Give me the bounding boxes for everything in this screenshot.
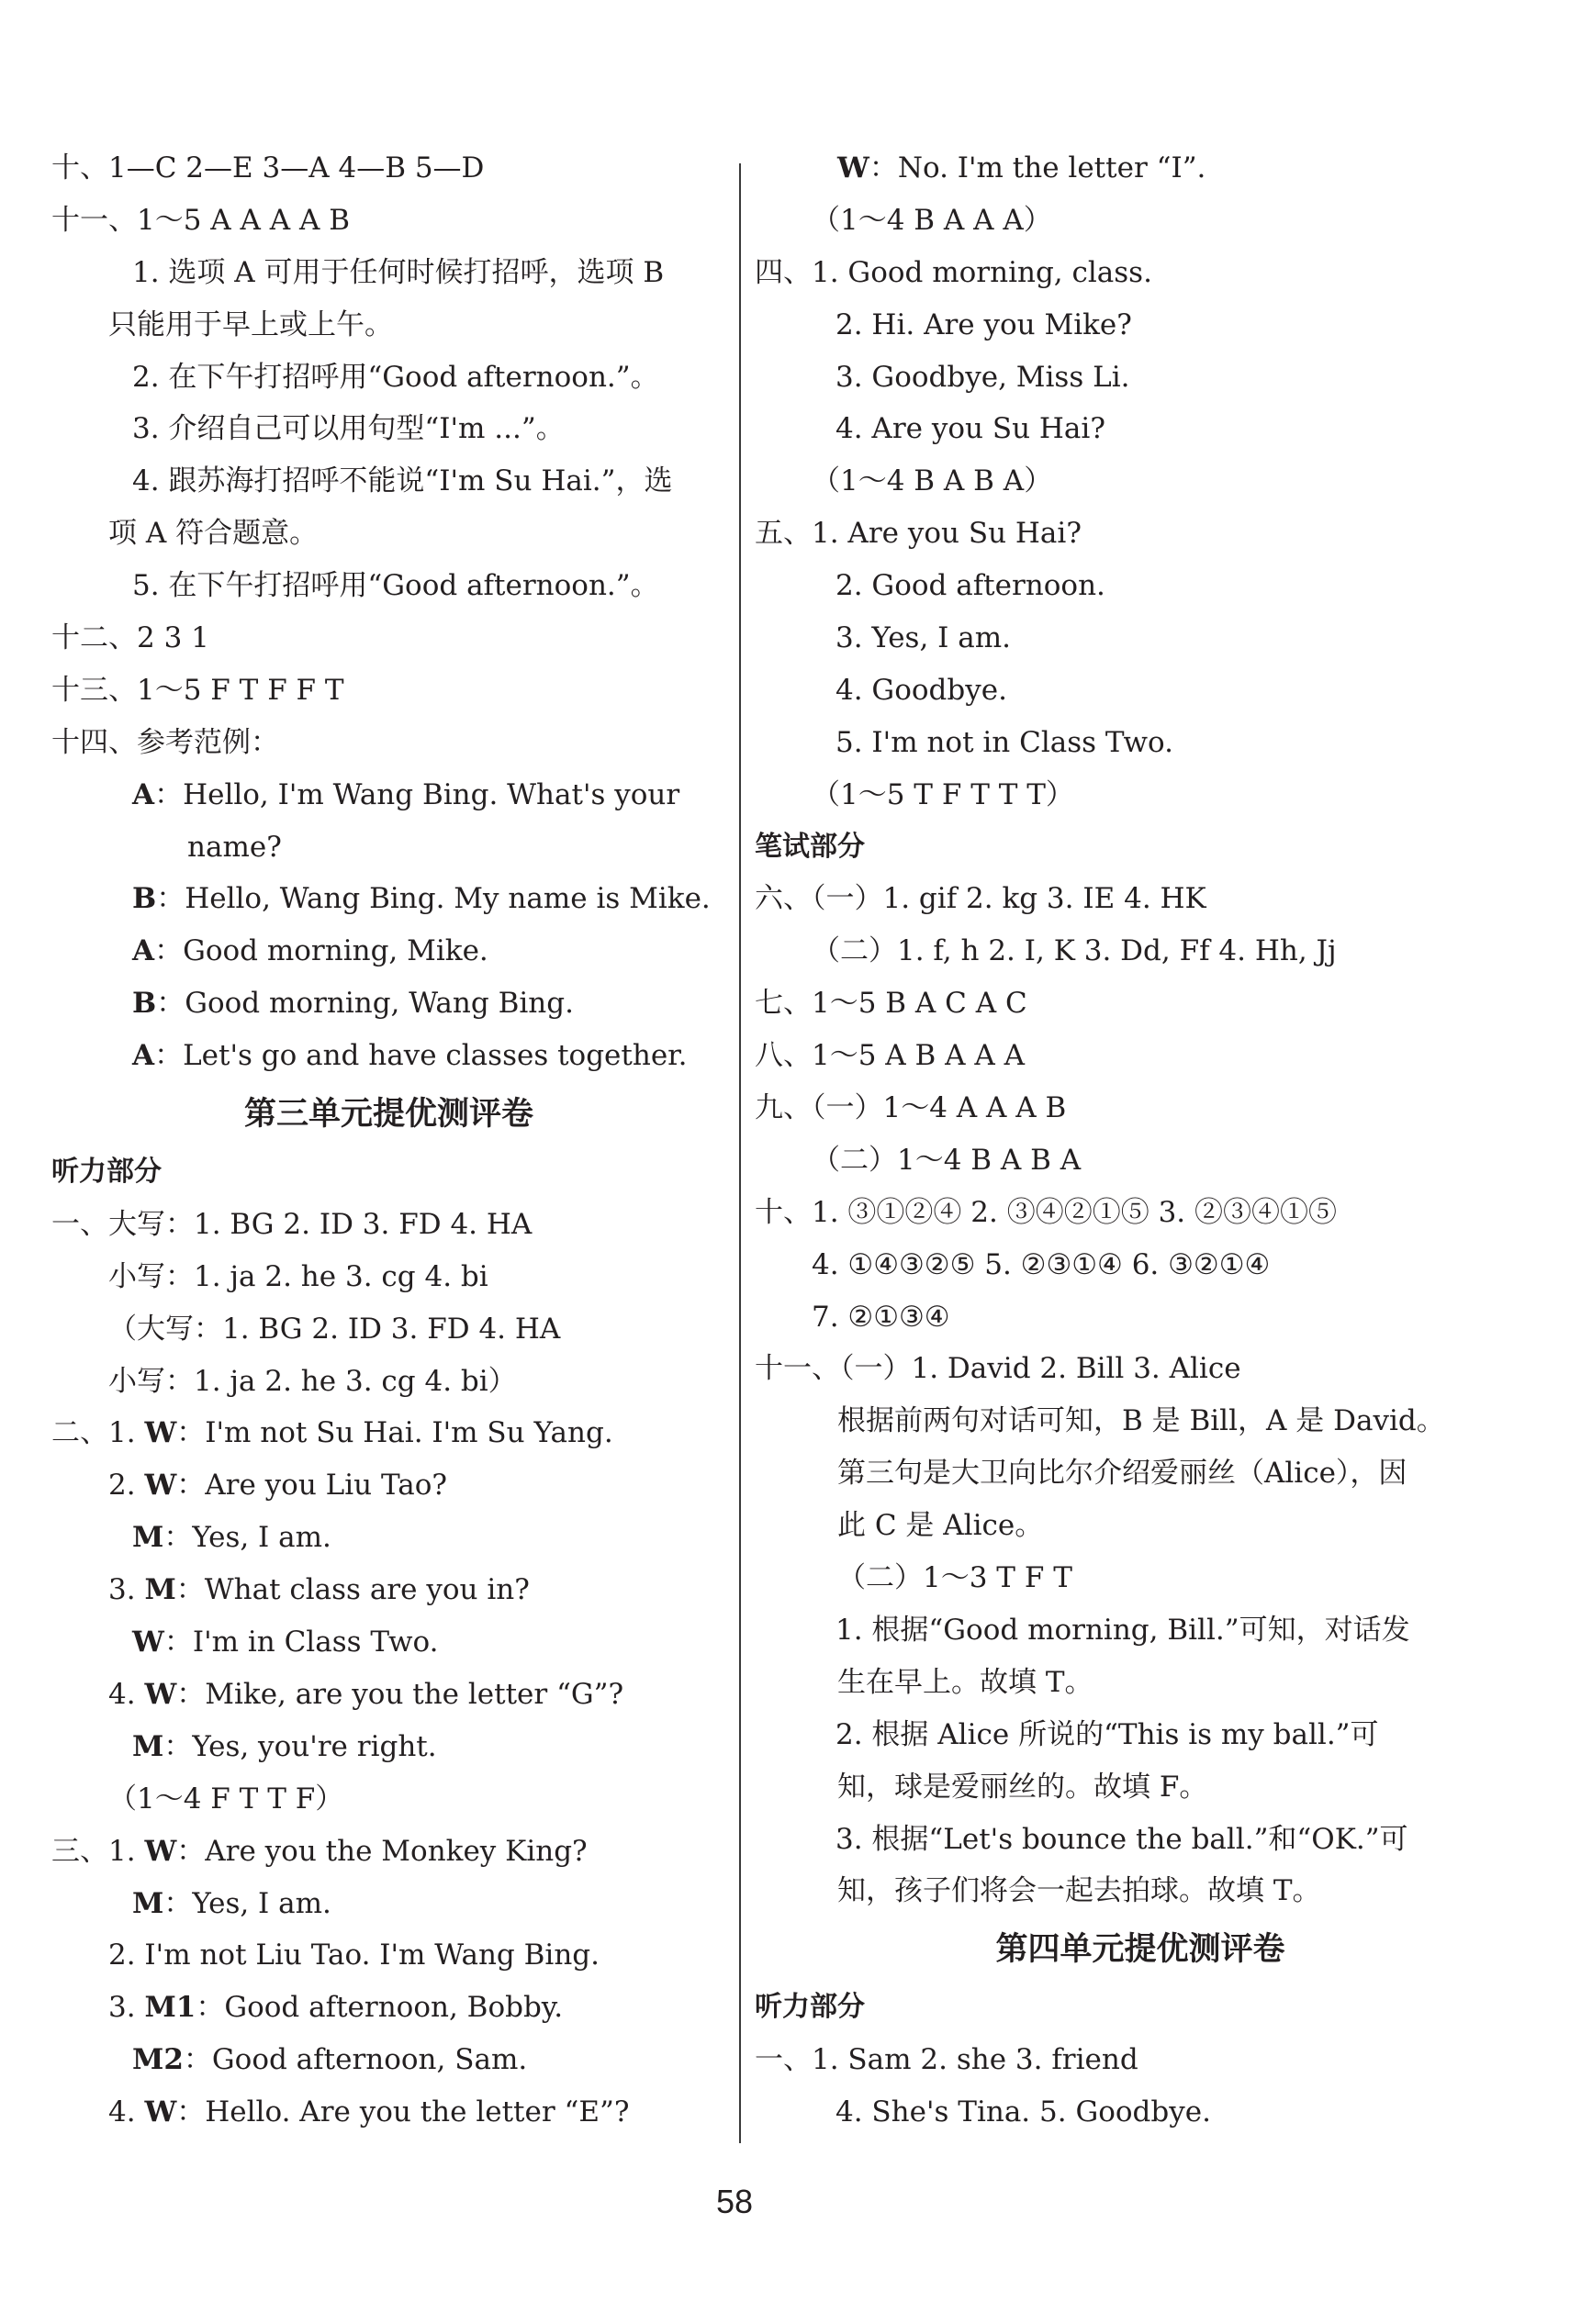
speaker-colon: ：	[869, 151, 898, 184]
speaker-colon: ：	[176, 1416, 206, 1450]
line-text: Good morning, Wang Bing.	[185, 987, 574, 1021]
line-text: Yes, I am.	[192, 1886, 331, 1920]
answer-line	[755, 717, 1526, 769]
answer-line	[755, 978, 1526, 1030]
answer-line	[755, 247, 1526, 299]
line-text: Good afternoon, Sam.	[211, 2043, 528, 2077]
answer-line	[755, 1030, 1526, 1082]
speaker-colon: ：	[176, 1677, 206, 1711]
answer-line	[51, 665, 726, 717]
answer-line	[755, 403, 1526, 455]
line-text: Mike, are you the letter “G”?	[205, 1677, 624, 1711]
speaker-colon: ：	[175, 1573, 205, 1607]
line-text: No. I'm the letter “I”.	[897, 151, 1206, 184]
speaker-label: M1	[144, 1991, 196, 2025]
item-number: 3.	[108, 1573, 145, 1607]
answer-line	[51, 612, 726, 665]
speaker-label: A	[132, 777, 155, 811]
answer-line	[755, 1134, 1526, 1187]
speaker-colon: ：	[156, 882, 185, 916]
line-text: 3. Goodbye, Miss Li.	[835, 360, 1130, 394]
speaker-colon: ：	[176, 1834, 206, 1868]
dialogue-line	[51, 1982, 726, 2034]
line-text: 一、大写：1. BG 2. ID 3. FD 4. HA	[51, 1207, 533, 1241]
line-text: 十四、参考范例：	[51, 725, 279, 759]
speaker-colon: ：	[176, 2095, 206, 2129]
answer-line	[755, 1082, 1526, 1134]
dialogue-line	[51, 1564, 726, 1616]
line-text: 2. 根据 Alice 所说的“This is my ball.”可	[835, 1717, 1379, 1751]
speaker-label: M	[132, 1729, 164, 1763]
answer-line	[755, 1865, 1526, 1917]
speaker-label: W	[132, 1626, 164, 1659]
unit-title: 第四单元提优测评卷	[995, 1931, 1285, 1969]
speaker-colon: ：	[183, 2043, 212, 2077]
line-text: 4. 跟苏海打招呼不能说“I'm Su Hai.”，选	[132, 464, 673, 498]
line-text: 此 C 是 Alice。	[837, 1509, 1044, 1543]
answer-line	[51, 560, 726, 612]
section-heading: 笔试部分	[755, 830, 865, 863]
column-divider	[739, 163, 741, 2143]
line-text: Hello. Are you the letter “E”?	[205, 2095, 630, 2129]
line-text: Hello, Wang Bing. My name is Mike.	[185, 882, 711, 916]
dialogue-line	[51, 1721, 726, 1773]
answer-line	[755, 299, 1526, 352]
answer-line	[51, 247, 726, 299]
line-text: 1. 选项 A 可用于任何时候打招呼，选项 B	[132, 255, 665, 289]
dialogue-line	[51, 769, 726, 821]
line-text: （二）1～3 T F T	[837, 1561, 1072, 1595]
line-text: Yes, you're right.	[192, 1729, 437, 1763]
line-text: 一、1. Sam 2. she 3. friend	[755, 2043, 1138, 2077]
speaker-colon: ：	[156, 987, 185, 1021]
answer-line	[755, 352, 1526, 404]
answer-line	[51, 1199, 726, 1251]
section-heading: 听力部分	[51, 1156, 162, 1189]
speaker-colon: ：	[163, 1626, 193, 1659]
answer-line	[51, 1773, 726, 1826]
line-text: （二）1. f, h 2. I, K 3. Dd, Ff 4. Hh, Jj	[812, 934, 1337, 968]
answer-line	[755, 1552, 1526, 1604]
speaker-label: A	[132, 1039, 155, 1073]
line-text: 项 A 符合题意。	[108, 517, 319, 551]
dialogue-line	[51, 925, 726, 978]
line-text: 根据前两句对话可知，B 是 Bill，A 是 David。	[837, 1404, 1445, 1438]
line-text: 知，孩子们将会一起去拍球。故填 T。	[837, 1874, 1321, 1908]
dialogue-line	[51, 978, 726, 1030]
line-text: 第三句是大卫向比尔介绍爱丽丝（Alice），因	[837, 1457, 1407, 1491]
dialogue-line	[51, 1030, 726, 1082]
answer-line	[755, 1657, 1526, 1709]
answer-line	[755, 873, 1526, 925]
line-text: 十二、2 3 1	[51, 621, 209, 655]
answer-line	[51, 717, 726, 769]
answer-line	[755, 1709, 1526, 1761]
speaker-label: W	[144, 1677, 177, 1711]
answer-line	[755, 560, 1526, 612]
line-text: 知，球是爱丽丝的。故填 F。	[837, 1770, 1208, 1804]
line-text: Are you the Monkey King?	[205, 1834, 588, 1868]
line-text: （1～4 F T T F）	[108, 1782, 344, 1816]
line-text: 十、1—C 2—E 3—A 4—B 5—D	[51, 151, 485, 184]
speaker-label: M2	[132, 2043, 184, 2077]
answer-line	[51, 403, 726, 455]
line-text: Are you Liu Tao?	[205, 1469, 448, 1503]
line-text: Good morning, Mike.	[183, 934, 488, 968]
line-text: 十一、（一）1. David 2. Bill 3. Alice	[755, 1352, 1241, 1386]
speaker-label: W	[144, 1834, 177, 1868]
line-text: 4. Are you Su Hai?	[835, 412, 1105, 446]
section-heading: 听力部分	[755, 1991, 865, 2024]
answer-line	[755, 1291, 1526, 1344]
speaker-label: W	[837, 151, 869, 184]
line-text: （大写：1. BG 2. ID 3. FD 4. HA	[108, 1312, 561, 1346]
dialogue-line	[755, 142, 1526, 195]
answer-line	[51, 299, 726, 352]
speaker-colon: ：	[163, 1521, 193, 1555]
line-text: 2. Good afternoon.	[835, 569, 1105, 603]
item-number: 2.	[108, 1469, 145, 1503]
speaker-label: M	[144, 1573, 176, 1607]
line-text: 7. ②①③④	[812, 1300, 950, 1334]
speaker-label: B	[132, 882, 157, 916]
speaker-colon: ：	[196, 1991, 225, 2025]
line-text: 八、1～5 A B A A A	[755, 1039, 1026, 1073]
item-number: 三、1.	[51, 1834, 145, 1868]
line-text: 5. 在下午打招呼用“Good afternoon.”。	[132, 569, 659, 603]
line-text: Good afternoon, Bobby.	[224, 1991, 564, 2025]
line-text: Hello, I'm Wang Bing. What's your	[183, 777, 680, 811]
line-text: 五、1. Are you Su Hai?	[755, 517, 1082, 551]
speaker-label: B	[132, 987, 157, 1021]
line-text: 六、（一）1. gif 2. kg 3. IE 4. HK	[755, 882, 1206, 916]
answer-line	[755, 1814, 1526, 1866]
dialogue-line	[51, 1826, 726, 1878]
line-text: 3. Yes, I am.	[835, 621, 1011, 655]
line-text: I'm in Class Two.	[192, 1626, 439, 1659]
line-text: Let's go and have classes together.	[183, 1039, 688, 1073]
line-text: 七、1～5 B A C A C	[755, 987, 1027, 1021]
answer-line	[755, 195, 1526, 247]
line-text: What class are you in?	[204, 1573, 530, 1607]
line-text: （1～4 B A A A）	[812, 203, 1052, 237]
line-text: 3. 介绍自己可以用句型“I'm ...”。	[132, 412, 565, 446]
speaker-label: M	[132, 1886, 164, 1920]
answer-line	[51, 508, 726, 560]
dialogue-line	[51, 1669, 726, 1721]
speaker-label: W	[144, 1416, 177, 1450]
dialogue-line	[51, 1512, 726, 1564]
answer-line	[755, 769, 1526, 821]
line-text: 十、1. ③①②④ 2. ③④②①⑤ 3. ②③④①⑤	[755, 1195, 1337, 1229]
dialogue-line	[51, 1407, 726, 1459]
speaker-label: A	[132, 934, 155, 968]
line-text: Yes, I am.	[192, 1521, 331, 1555]
answer-line	[755, 455, 1526, 508]
answer-line	[51, 1303, 726, 1356]
speaker-colon: ：	[154, 934, 184, 968]
answer-line	[755, 1500, 1526, 1552]
line-text: 4. She's Tina. 5. Goodbye.	[835, 2095, 1211, 2129]
line-text: 3. 根据“Let's bounce the ball.”和“OK.”可	[835, 1822, 1408, 1856]
answer-line	[51, 195, 726, 247]
line-text: 四、1. Good morning, class.	[755, 255, 1152, 289]
answer-line	[51, 352, 726, 404]
line-text: 2. Hi. Are you Mike?	[835, 307, 1132, 341]
answer-line	[755, 1604, 1526, 1657]
line-text: 十三、1～5 F T F F T	[51, 673, 344, 707]
line-text: I'm not Su Hai. I'm Su Yang.	[205, 1416, 613, 1450]
line-text: 1. 根据“Good morning, Bill.”可知，对话发	[835, 1613, 1410, 1647]
speaker-label: W	[144, 2095, 177, 2129]
answer-line	[51, 821, 726, 874]
answer-line	[51, 1929, 726, 1982]
answer-line	[755, 2034, 1526, 2086]
dialogue-line	[51, 2034, 726, 2086]
line-text: 九、（一）1～4 A A A B	[755, 1091, 1067, 1125]
unit-title: 第三单元提优测评卷	[243, 1096, 533, 1134]
answer-line	[755, 1187, 1526, 1239]
answer-line	[755, 612, 1526, 665]
answer-line	[755, 665, 1526, 717]
speaker-colon: ：	[154, 1039, 184, 1073]
dialogue-line	[51, 2086, 726, 2139]
answer-line	[755, 2086, 1526, 2139]
answer-line	[755, 925, 1526, 978]
speaker-colon: ：	[176, 1469, 206, 1503]
page-number: 58	[715, 2183, 754, 2220]
dialogue-line	[51, 1616, 726, 1669]
line-text: 5. I'm not in Class Two.	[835, 725, 1173, 759]
answer-line	[51, 1356, 726, 1408]
item-number: 4.	[108, 2095, 145, 2129]
speaker-colon: ：	[163, 1729, 193, 1763]
answer-line	[755, 1343, 1526, 1395]
line-text: （1～4 B A B A）	[812, 464, 1053, 498]
item-number: 4.	[108, 1677, 145, 1711]
dialogue-line	[51, 1459, 726, 1512]
line-text: 4. ①④③②⑤ 5. ②③①④ 6. ③②①④	[812, 1247, 1271, 1281]
speaker-colon: ：	[163, 1886, 193, 1920]
line-text: 生在早上。故填 T。	[837, 1665, 1093, 1699]
line-text: 只能用于早上或上午。	[108, 307, 393, 341]
line-text: 小写：1. ja 2. he 3. cg 4. bi）	[108, 1364, 517, 1398]
line-text: 2. I'm not Liu Tao. I'm Wang Bing.	[108, 1939, 600, 1972]
answer-line	[51, 1251, 726, 1303]
right-column	[755, 142, 1526, 2139]
speaker-label: M	[132, 1521, 164, 1555]
answer-line	[755, 1447, 1526, 1500]
line-text: 十一、1～5 A A A A B	[51, 203, 351, 237]
answer-line	[51, 455, 726, 508]
item-number: 二、1.	[51, 1416, 145, 1450]
answer-line	[755, 508, 1526, 560]
line-text: （1～5 T F T T T）	[812, 777, 1074, 811]
answer-line	[51, 142, 726, 195]
line-text: （二）1～4 B A B A	[812, 1143, 1082, 1177]
line-text: 2. 在下午打招呼用“Good afternoon.”。	[132, 360, 659, 394]
line-text: 小写：1. ja 2. he 3. cg 4. bi	[108, 1259, 488, 1293]
answer-line	[755, 1761, 1526, 1814]
dialogue-line	[51, 873, 726, 925]
line-text: name?	[187, 830, 282, 864]
item-number: 3.	[108, 1991, 145, 2025]
answer-line	[755, 1239, 1526, 1291]
answer-line	[755, 1395, 1526, 1447]
dialogue-line	[51, 1878, 726, 1930]
speaker-label: W	[144, 1469, 177, 1503]
left-column	[51, 142, 726, 2139]
line-text: 4. Goodbye.	[835, 673, 1007, 707]
speaker-colon: ：	[154, 777, 184, 811]
